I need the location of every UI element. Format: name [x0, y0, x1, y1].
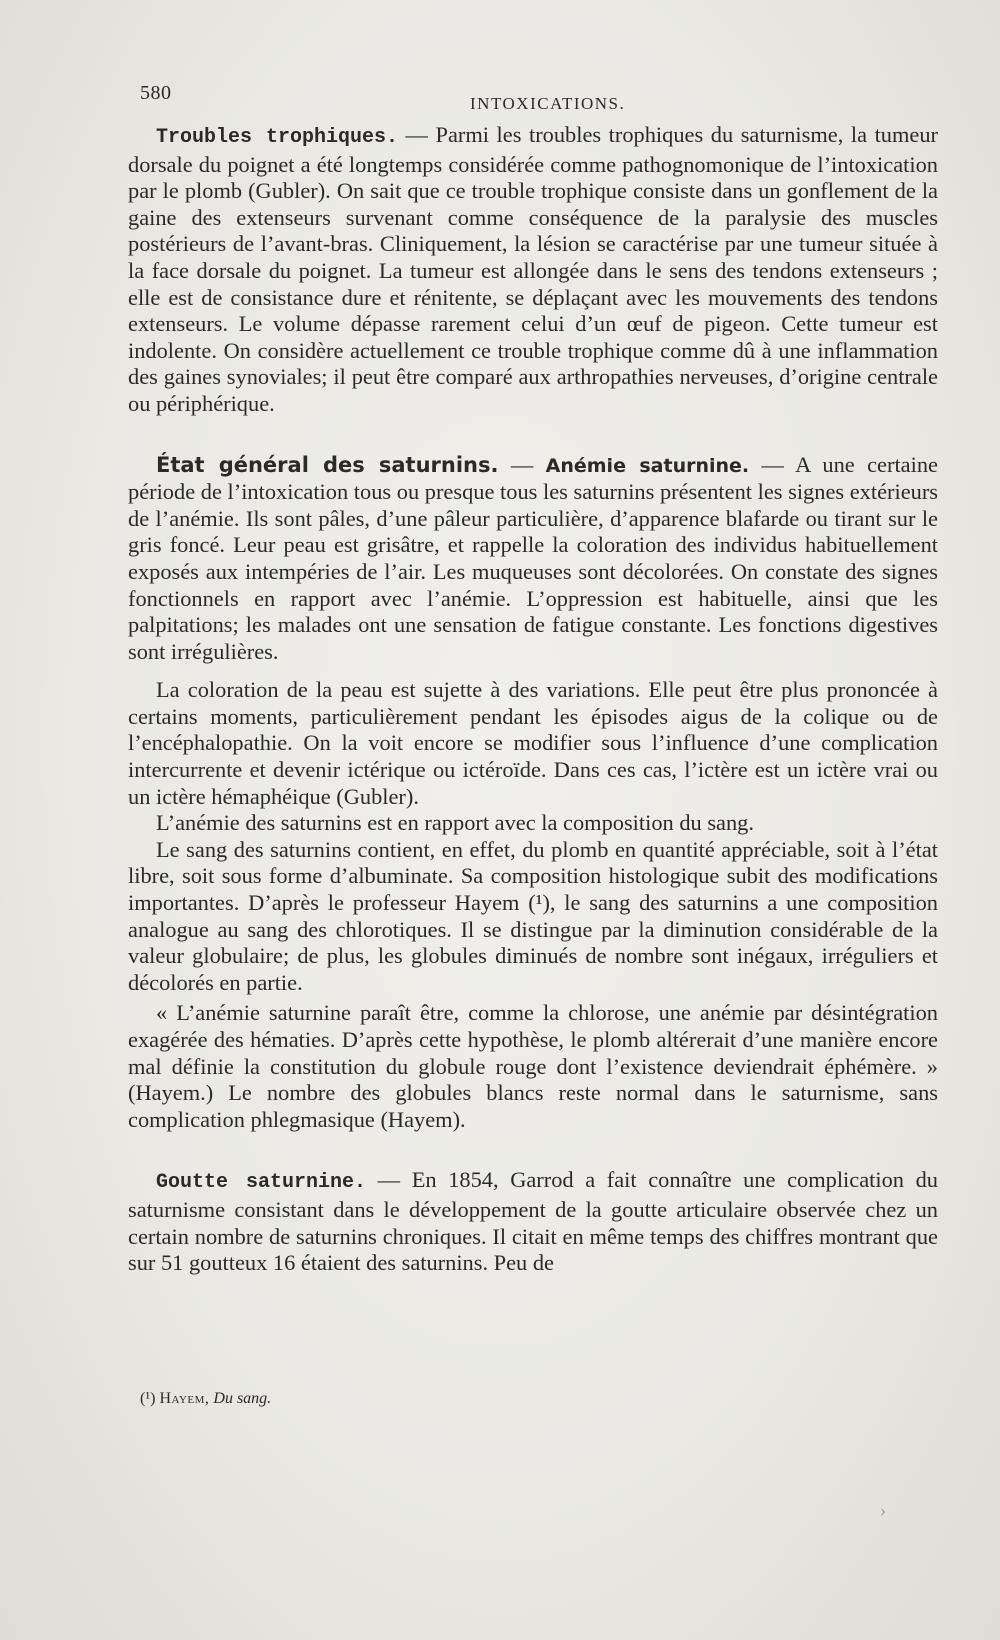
footnote-title: Du sang.	[213, 1390, 272, 1407]
section-heading-general-state: État général des saturnins.	[156, 452, 499, 477]
paragraph-hayem-quote: « L’anémie saturnine paraît être, comme la chlorose, une anémie par désintégration exagérée des hématies. D’après cette hypothèse, le plomb altérerait d’une manière encore mal définie la constitution du globule rouge dont l’existence deviendrait éphémère. » (Hayem.) Le nombre des globules blancs reste normal dans le saturnisme, sans complication phlegmasique (Hayem).	[128, 1000, 938, 1132]
section-heading-gout: Goutte saturnine.	[156, 1171, 367, 1195]
paragraph-text: Parmi les troubles trophiques du saturnisme, la tumeur dorsale du poignet a été longtemps considérée comme pathognomonique de l’intoxication par le plomb (Gubler). On sait que ce trouble trophique consiste dans un gonflement de la gaine des extenseurs survenant comme conséquence de la paralysie des muscles postérieurs de l’avant-bras. Cliniquement, la lésion se caractérise par une tumeur située à la face dorsale du poignet. La tumeur est allongée dans le sens des tendons extenseurs ; elle est de consistance dure et rénitente, se déplaçant avec les mouvements des tendons extenseurs. Le volume dépasse rarement celui d’un œuf de pigeon. Cette tumeur est indolente. On considère actuellement ce trouble trophique comme dû à une inflammation des gaines synoviales; il peut être comparé aux arthropathies nerveuses, d’origine centrale ou périphérique.	[128, 122, 938, 416]
page-header	[140, 82, 940, 112]
heading-separator: —	[749, 451, 796, 477]
section-heading-trophic: Troubles trophiques.	[156, 126, 398, 149]
paragraph-blood-composition: Le sang des saturnins contient, en effet, du plomb en quantité appréciable, soit à l’état libre, soit sous forme d’albuminate. Sa composition histologique subit des modifications importantes. D’après le professeur Hayem (¹), le sang des saturnins a une composition analogue au sang des chlorotiques. Il se distingue par la diminution considérable de la valeur globulaire; de plus, les globules diminués de nombre sont inégaux, irréguliers et décolorés en partie.	[128, 836, 938, 995]
body-text	[128, 122, 938, 1277]
paragraph-general-state	[128, 452, 938, 666]
heading-separator: —	[398, 122, 436, 147]
paragraph-trophic-troubles	[128, 122, 938, 418]
heading-separator: —	[498, 451, 546, 477]
margin-mark: ›	[880, 1500, 886, 1520]
footnote-author: Hayem,	[159, 1390, 210, 1407]
paragraph-text: En 1854, Garrod a fait connaître une complication du saturnisme consistant dans le développement de la goutte articulaire observée chez un certain nombre de saturnins chroniques. Il citait en même temps des chiffres montrant que sur 51 goutteux 16 étaient des saturnins. Peu de	[128, 1167, 938, 1276]
footnote	[140, 1390, 920, 1408]
running-head: INTOXICATIONS.	[470, 94, 626, 113]
heading-separator: —	[366, 1167, 412, 1193]
subheading-anemia: Anémie saturnine.	[545, 454, 750, 477]
paragraph-anemia-blood: L’anémie des saturnins est en rapport avec la composition du sang.	[156, 810, 754, 836]
paragraph-gout	[128, 1167, 938, 1276]
paragraph-text: A une certaine période de l’intoxication tous ou presque tous les saturnins présentent les signes extérieurs de l’anémie. Ils sont pâles, d’une pâleur particulière, d’apparence blafarde ou tirant sur le gris foncé. Leur peau est grisâtre, et rappelle la coloration des individus habituellement exposés aux intempéries de l’air. Les muqueuses sont décolorées. On constate des signes fonctionnels en rapport avec l’anémie. L’oppression est habituelle, ainsi que les palpitations; les malades ont une sensation de fatigue constante. Les fonctions digestives sont irrégulières.	[128, 451, 938, 664]
page-number: 580	[140, 82, 172, 104]
footnote-marker: (¹)	[140, 1390, 156, 1407]
paragraph-skin-coloration: La coloration de la peau est sujette à des variations. Elle peut être plus prononcée à certains moments, particulièrement pendant les épisodes aigus de la colique ou de l’encéphalopathie. On la voit encore se modifier sous l’influence d’une complication intercurrente et devenir ictérique ou ictéroïde. Dans ces cas, l’ictère est un ictère vrai ou un ictère hémaphéique (Gubler).	[128, 677, 938, 809]
